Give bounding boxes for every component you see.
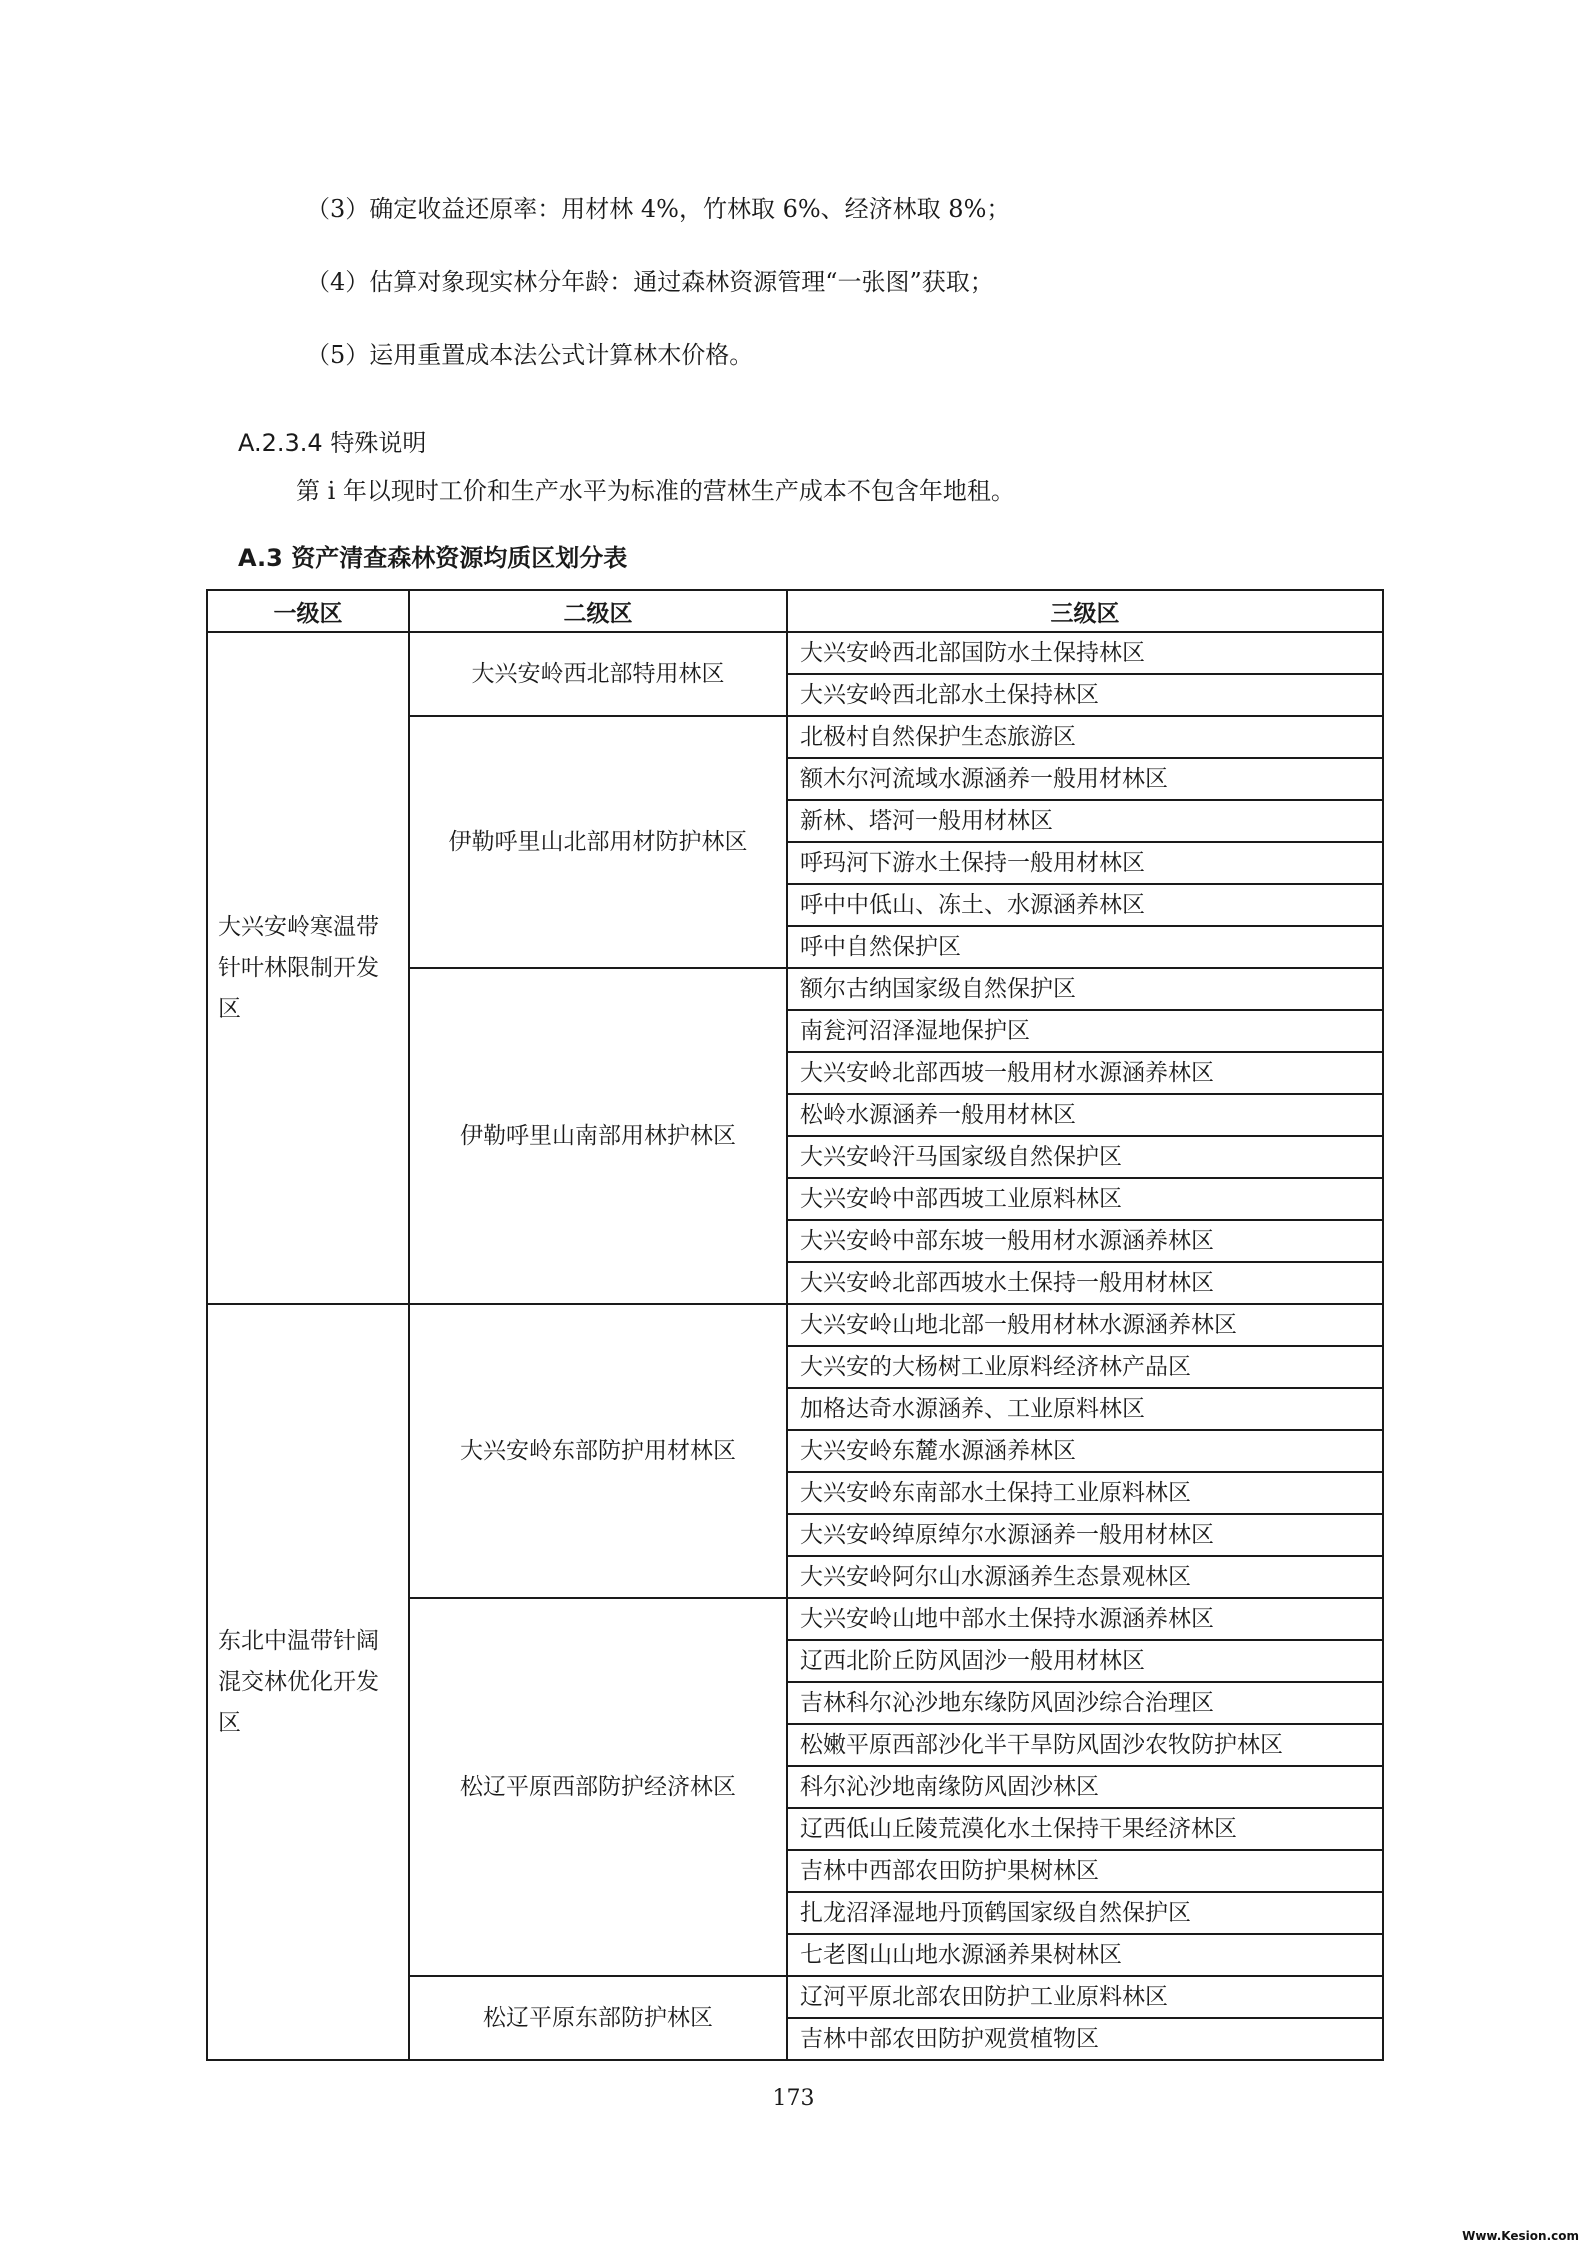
level3-region-cell: 呼中自然保护区: [787, 926, 1383, 968]
level2-region-cell: 松辽平原东部防护林区: [409, 1976, 787, 2060]
level3-region-cell: 七老图山山地水源涵养果树林区: [787, 1934, 1383, 1976]
section-a234-text: 第 i 年以现时工价和生产水平为标准的营林生产成本不包含年地租。: [296, 477, 1015, 505]
region-table: [206, 589, 1384, 2061]
level3-region-cell: 大兴安岭山地中部水土保持水源涵养林区: [787, 1598, 1383, 1640]
table-row: [207, 1304, 1383, 1346]
header-level1: 一级区: [207, 590, 409, 632]
level3-region-cell: 大兴安岭山地北部一般用材林水源涵养林区: [787, 1304, 1383, 1346]
level3-region-cell: 额尔古纳国家级自然保护区: [787, 968, 1383, 1010]
header-level2: 二级区: [409, 590, 787, 632]
level3-region-cell: 大兴安岭中部东坡一般用材水源涵养林区: [787, 1220, 1383, 1262]
level3-region-cell: 大兴安岭东南部水土保持工业原料林区: [787, 1472, 1383, 1514]
level2-region-cell: 伊勒呼里山北部用材防护林区: [409, 716, 787, 968]
level3-region-cell: 加格达奇水源涵养、工业原料林区: [787, 1388, 1383, 1430]
level3-region-cell: 大兴安岭东麓水源涵养林区: [787, 1430, 1383, 1472]
watermark: Www.Kesion.com: [1462, 2229, 1579, 2243]
level3-region-cell: 辽西北阶丘防风固沙一般用材林区: [787, 1640, 1383, 1682]
level3-region-cell: 辽西低山丘陵荒漠化水土保持干果经济林区: [787, 1808, 1383, 1850]
paragraph-stand-age: （4）估算对象现实林分年龄：通过森林资源管理“一张图”获取；: [306, 268, 994, 296]
table-header-row: [207, 590, 1383, 632]
level3-region-cell: 大兴安岭北部西坡水土保持一般用材林区: [787, 1262, 1383, 1304]
level3-region-cell: 松岭水源涵养一般用材林区: [787, 1094, 1383, 1136]
level3-region-cell: 松嫩平原西部沙化半干旱防风固沙农牧防护林区: [787, 1724, 1383, 1766]
level3-region-cell: 呼中中低山、冻土、水源涵养林区: [787, 884, 1383, 926]
level3-region-cell: 大兴安的大杨树工业原料经济林产品区: [787, 1346, 1383, 1388]
level3-region-cell: 北极村自然保护生态旅游区: [787, 716, 1383, 758]
level1-region-cell: 东北中温带针阔混交林优化开发区: [207, 1304, 409, 2060]
level3-region-cell: 吉林中西部农田防护果树林区: [787, 1850, 1383, 1892]
level1-region-cell: 大兴安岭寒温带针叶林限制开发区: [207, 632, 409, 1304]
level3-region-cell: 大兴安岭北部西坡一般用材水源涵养林区: [787, 1052, 1383, 1094]
level3-region-cell: 呼玛河下游水土保持一般用材林区: [787, 842, 1383, 884]
level2-region-cell: 大兴安岭西北部特用林区: [409, 632, 787, 716]
level2-region-cell: 伊勒呼里山南部用林护林区: [409, 968, 787, 1304]
level3-region-cell: 吉林科尔沁沙地东缘防风固沙综合治理区: [787, 1682, 1383, 1724]
level3-region-cell: 新林、塔河一般用材林区: [787, 800, 1383, 842]
level3-region-cell: 大兴安岭中部西坡工业原料林区: [787, 1178, 1383, 1220]
level3-region-cell: 大兴安岭阿尔山水源涵养生态景观林区: [787, 1556, 1383, 1598]
table-row: [207, 632, 1383, 674]
level3-region-cell: 吉林中部农田防护观赏植物区: [787, 2018, 1383, 2060]
table-title: A.3 资产清查森林资源均质区划分表: [238, 544, 628, 572]
level3-region-cell: 辽河平原北部农田防护工业原料林区: [787, 1976, 1383, 2018]
page-number: 173: [772, 2086, 815, 2111]
paragraph-replacement-cost: （5）运用重置成本法公式计算林木价格。: [306, 341, 754, 369]
level2-region-cell: 大兴安岭东部防护用材林区: [409, 1304, 787, 1598]
level3-region-cell: 大兴安岭西北部水土保持林区: [787, 674, 1383, 716]
table-body: [207, 632, 1383, 2060]
level3-region-cell: 大兴安岭汗马国家级自然保护区: [787, 1136, 1383, 1178]
paragraph-rate: （3）确定收益还原率：用材林 4%，竹林取 6%、经济林取 8%；: [306, 195, 1011, 223]
level3-region-cell: 大兴安岭绰原绰尔水源涵养一般用材林区: [787, 1514, 1383, 1556]
level3-region-cell: 南瓮河沼泽湿地保护区: [787, 1010, 1383, 1052]
level2-region-cell: 松辽平原西部防护经济林区: [409, 1598, 787, 1976]
level3-region-cell: 额木尔河流域水源涵养一般用材林区: [787, 758, 1383, 800]
level3-region-cell: 扎龙沼泽湿地丹顶鹤国家级自然保护区: [787, 1892, 1383, 1934]
section-heading-a234: A.2.3.4 特殊说明: [238, 429, 427, 457]
level3-region-cell: 大兴安岭西北部国防水土保持林区: [787, 632, 1383, 674]
header-level3: 三级区: [787, 590, 1383, 632]
level3-region-cell: 科尔沁沙地南缘防风固沙林区: [787, 1766, 1383, 1808]
